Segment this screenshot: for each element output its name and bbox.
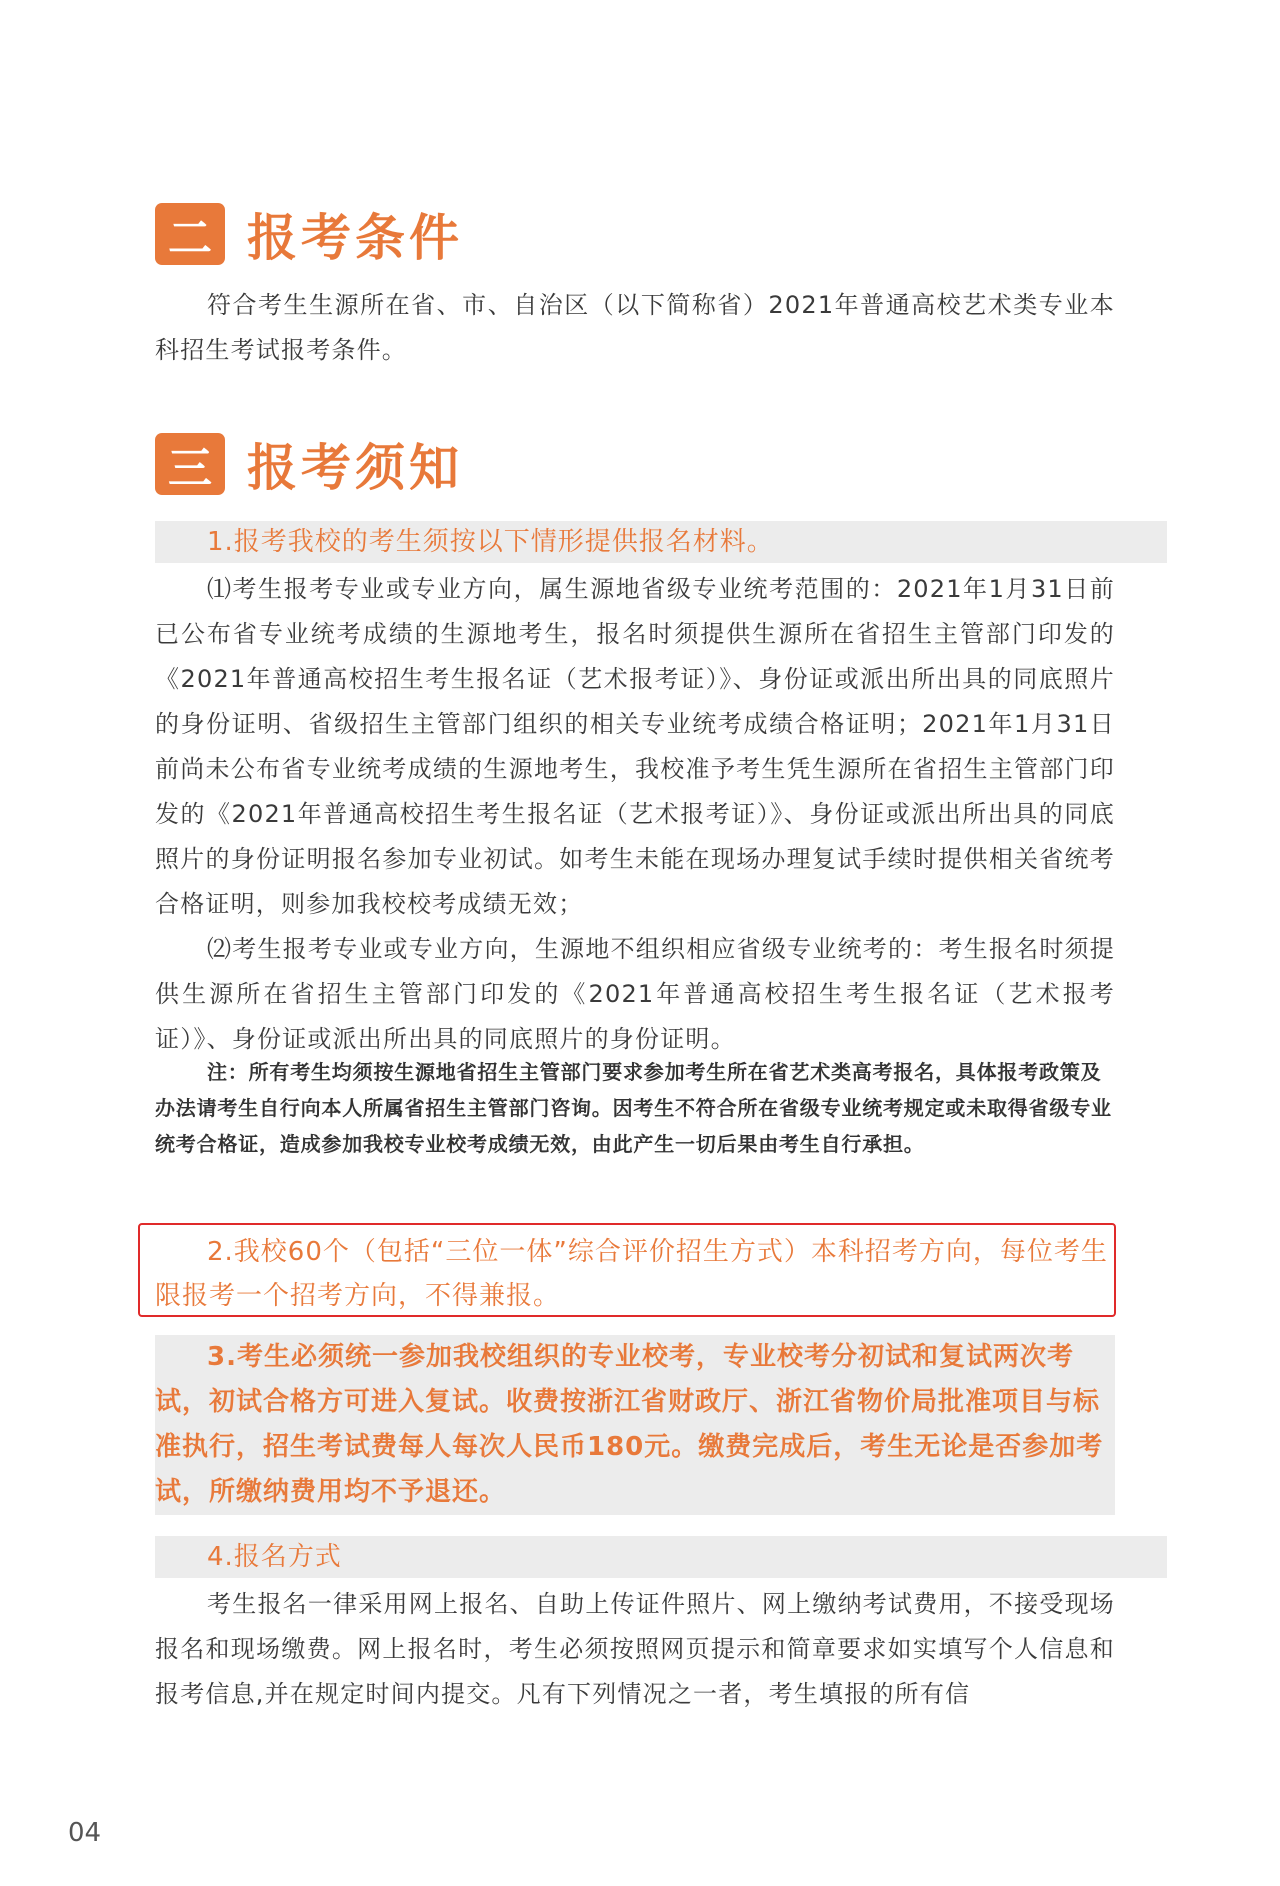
item-4-heading: 4.报名方式 [155,1536,1167,1578]
section-2-header [155,198,463,270]
item-1-paragraph-2: ⑵考生报考专业或专业方向，生源地不组织相应省级专业统考的：考生报名时须提供生源所在省招生主管部门印发的《2021年普通高校招生考生报名证（艺术报考证）》、身份证或派出所出具的同底照片的身份证明。 [155,935,1115,1053]
item-2-text: 2.我校60个（包括“三位一体”综合评价招生方式）本科招考方向，每位考生限报考一个招考方向，不得兼报。 [155,1237,1108,1311]
item-3-text: 3.考生必须统一参加我校组织的专业校考，专业校考分初试和复试两次考试，初试合格方可进入复试。收费按浙江省财政厅、浙江省物价局批准项目与标准执行，招生考试费每人每次人民币180元。缴费完成后，考生无论是否参加考试，所缴纳费用均不予退还。 [155,1335,1115,1515]
page-number: 04 [68,1818,102,1848]
item-1-heading: 1.报考我校的考生须按以下情形提供报名材料。 [155,521,1167,563]
item-1-paragraph-1: ⑴考生报考专业或专业方向，属生源地省级专业统考范围的：2021年1月31日前已公布省专业统考成绩的生源地考生，报名时须提供生源所在省招生主管部门印发的《2021年普通高校招生考生报名证（艺术报考证）》、身份证或派出所出具的同底照片的身份证明、省级招生主管部门组织的相关专业统考成绩合格证明；2021年1月31日前尚未公布省专业统考成绩的生源地考生，我校准予考生凭生源所在省招生主管部门印发的《2021年普通高校招生考生报名证（艺术报考证）》、身份证或派出所出具的同底照片的身份证明报名参加专业初试。如考生未能在现场办理复试手续时提供相关省统考合格证明，则参加我校校考成绩无效； [155,575,1115,918]
section-2-body: 符合考生生源所在省、市、自治区（以下简称省）2021年普通高校艺术类专业本科招生考试报考条件。 [155,291,1115,364]
section-2-number: 二 [155,203,225,265]
section-3-number: 三 [155,433,225,495]
section-3-title: 报考须知 [247,438,463,497]
section-3-header [155,428,463,500]
item-4-body: 考生报名一律采用网上报名、自助上传证件照片、网上缴纳考试费用，不接受现场报名和现场缴费。网上报名时，考生必须按照网页提示和简章要求如实填写个人信息和报考信息,并在规定时间内提交。凡有下列情况之一者，考生填报的所有信 [155,1590,1115,1708]
section-2-title: 报考条件 [247,208,463,267]
item-1-note: 注：所有考生均须按生源地省招生主管部门要求参加考生所在省艺术类高考报名，具体报考政策及办法请考生自行向本人所属省招生主管部门咨询。因考生不符合所在省级专业统考规定或未取得省级专业统考合格证，造成参加我校专业校考成绩无效，由此产生一切后果由考生自行承担。 [155,1060,1112,1156]
